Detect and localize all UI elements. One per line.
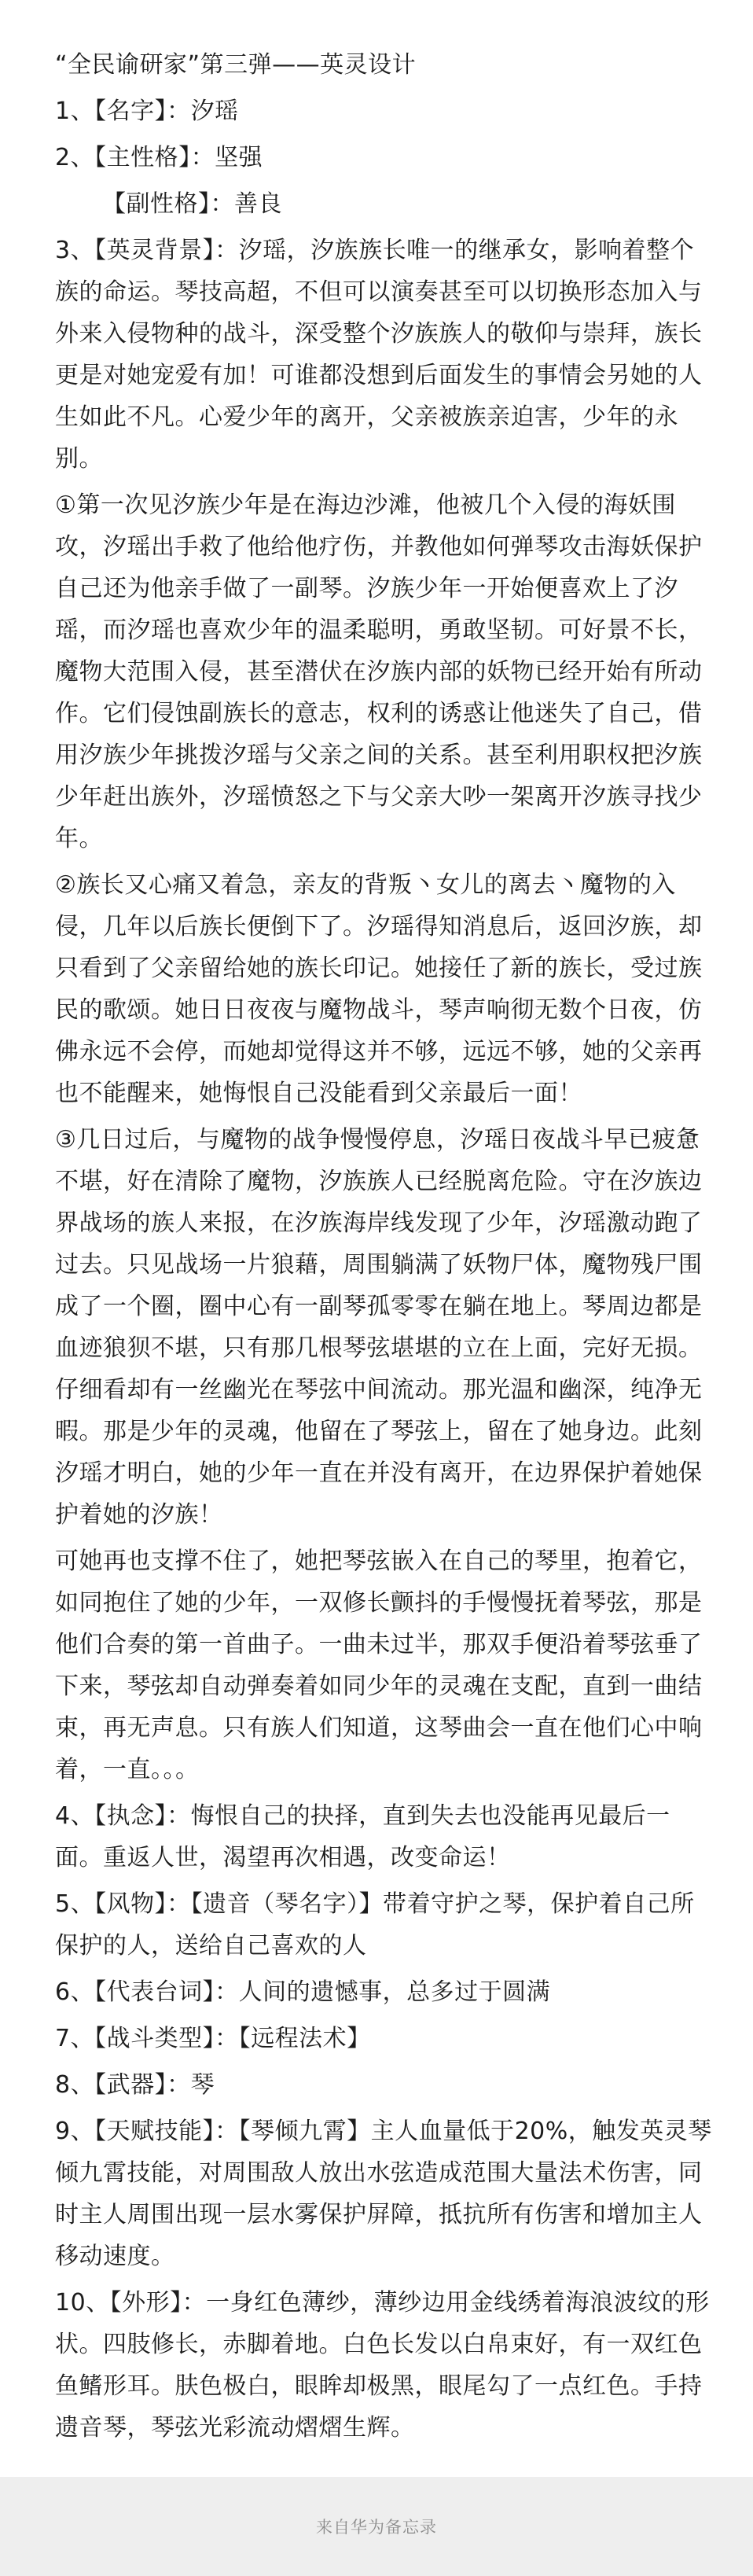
item-line: 5、【风物】：【遗音（琴名字）】带着守护之琴，保护着自己所保护的人，送给自己喜欢的人	[55, 1890, 695, 1960]
note-title: “全民谕研家”第三弹——英灵设计	[55, 51, 417, 79]
talent-skill-paragraph: 9、【天赋技能】：【琴倾九霄】主人血量低于20%，触发英灵琴倾九霄技能，对周围敌人放出水弦造成范围大量法术伤害，同时主人周围出现一层水雾保护屏障，抵抗所有伤害和增加主人移动速度。	[55, 2118, 712, 2270]
weapon-line: 8、【武器】：琴	[55, 2071, 215, 2099]
sub-personality-line: 【副性格】：善良	[102, 190, 282, 218]
obsession-line: 4、【执念】：悔恨自己的抉择，直到失去也没能再见最后一面。重返人世，渴望再次相遇，改变命运！	[55, 1802, 670, 1871]
appearance-paragraph: 10、【外形】：一身红色薄纱，薄纱边用金线绣着海浪波纹的形状。四肢修长，赤脚着地。白色长发以白帛束好，有一双红色鱼鳍形耳。肤色极白，眼眸却极黑，眼尾勾了一点红色。手持遗音琴，琴弦光彩流动熠熠生辉。	[55, 2289, 710, 2442]
name-line: 1、【名字】：汐瑶	[55, 98, 239, 125]
story-paragraph-3: ③几日过后，与魔物的战争慢慢停息，汐瑶日夜战斗早已疲惫不堪，好在清除了魔物，汐族族人已经脱离危险。守在汐族边界战场的族人来报，在汐族海岸线发现了少年，汐瑶激动跑了过去。只见战场一片狼藉，周围躺满了妖物尸体，魔物残尸围成了一个圈，圈中心有一副琴孤零零在躺在地上。琴周边都是血迹狼狈不堪，只有那几根琴弦堪堪的立在上面，完好无损。仔细看却有一丝幽光在琴弦中间流动。那光温和幽深，纯净无暇。那是少年的灵魂，他留在了琴弦上，留在了她身边。此刻汐瑶才明白，她的少年一直在并没有离开，在边界保护着她保护着她的汐族！	[55, 1126, 703, 1529]
story-paragraph-2: ②族长又心痛又着急，亲友的背叛丶女儿的离去丶魔物的入侵，几年以后族长便倒下了。汐瑶得知消息后，返回汐族，却只看到了父亲留给她的族长印记。她接任了新的族长，受过族民的歌颂。她日日夜夜与魔物战斗，琴声响彻无数个日夜，仿佛永远不会停，而她却觉得这并不够，远远不够，她的父亲再也不能醒来，她悔恨自己没能看到父亲最后一面！	[55, 871, 703, 1107]
story-paragraph-4: 可她再也支撑不住了，她把琴弦嵌入在自己的琴里，抱着它，如同抱住了她的少年，一双修长颤抖的手慢慢抚着琴弦，那是他们合奏的第一首曲子。一曲未过半，那双手便沿着琴弦垂了下来，琴弦却自动弹奏着如同少年的灵魂在支配，直到一曲结束，再无声息。只有族人们知道，这琴曲会一直在他们心中响着，一直。。。	[55, 1547, 703, 1783]
main-personality-line: 2、【主性格】：坚强	[55, 144, 263, 171]
footer	[0, 2477, 753, 2576]
quote-line: 6、【代表台词】：人间的遗憾事，总多过于圆满	[55, 1978, 551, 2006]
note-body	[55, 44, 715, 2453]
combat-type-line: 7、【战斗类型】：【远程法术】	[55, 2025, 371, 2052]
story-paragraph-1: ①第一次见汐族少年是在海边沙滩，他被几个入侵的海妖围攻，汐瑶出手救了他给他疗伤，并教他如何弹琴攻击海妖保护自己还为他亲手做了一副琴。汐族少年一开始便喜欢上了汐瑶，而汐瑶也喜欢少年的温柔聪明，勇敢坚韧。可好景不长，魔物大范围入侵，甚至潜伏在汐族内部的妖物已经开始有所动作。它们侵蚀副族长的意志，权利的诱惑让他迷失了自己，借用汐族少年挑拨汐瑶与父亲之间的关系。甚至利用职权把汐族少年赶出族外，汐瑶愤怒之下与父亲大吵一架离开汐族寻找少年。	[55, 491, 703, 852]
source-label: 来自华为备忘录	[316, 2518, 437, 2537]
background-paragraph: 3、【英灵背景】：汐瑶，汐族族长唯一的继承女，影响着整个族的命运。琴技高超，不但可以演奏甚至可以切换形态加入与外来入侵物种的战斗，深受整个汐族族人的敬仰与崇拜，族长更是对她宠爱有加！可谁都没想到后面发生的事情会另她的人生如此不凡。心爱少年的离开，父亲被族亲迫害，少年的永别。	[55, 237, 703, 473]
